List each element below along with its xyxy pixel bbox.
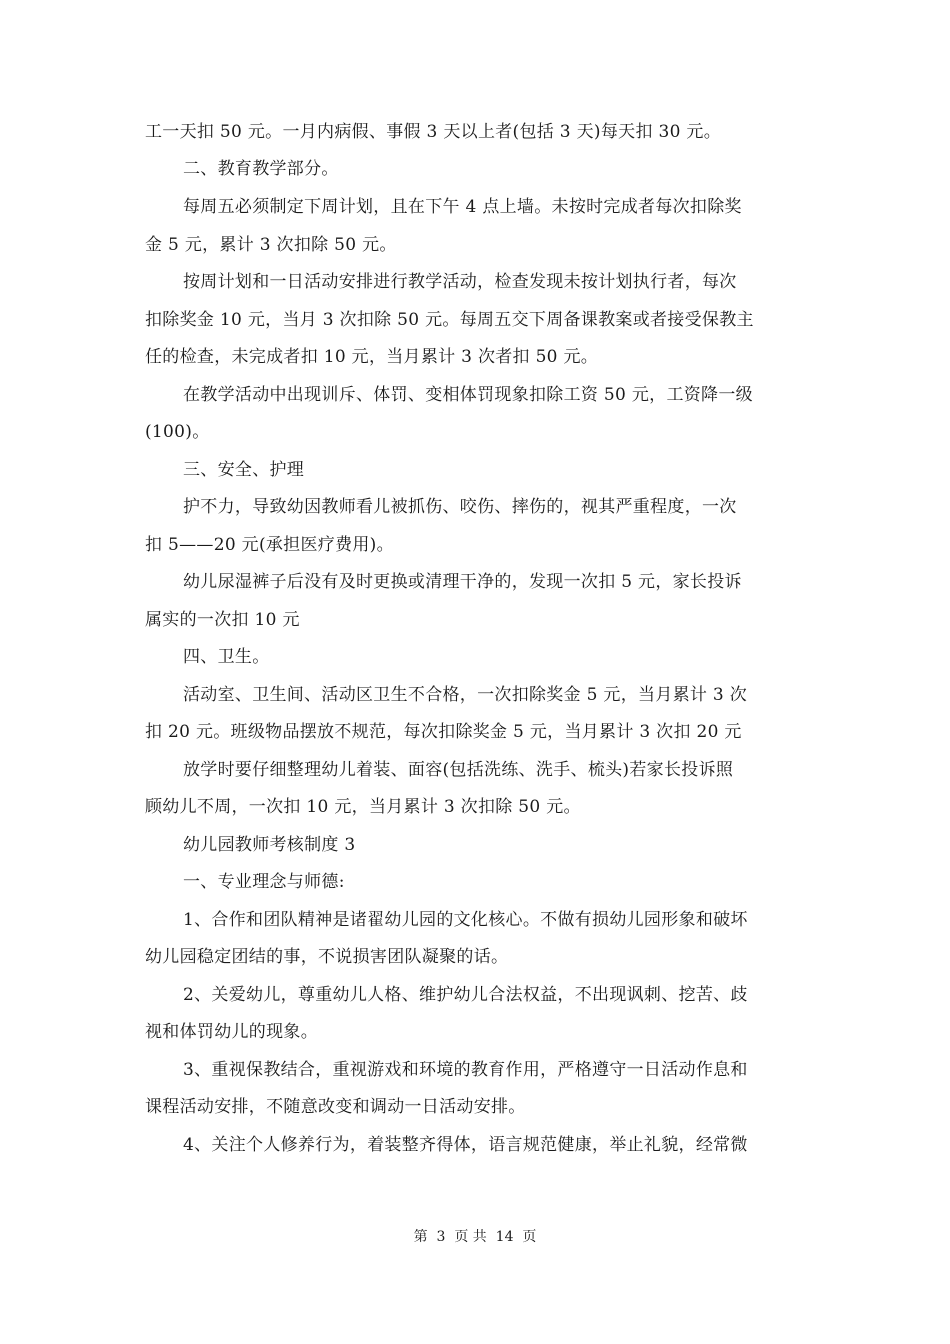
paragraph-line: 3、重视保教结合，重视游戏和环境的教育作用，严格遵守一日活动作息和 xyxy=(183,1060,748,1080)
paragraph-line: 属实的一次扣 10 元 xyxy=(145,610,300,630)
document-subtitle: 幼儿园教师考核制度 3 xyxy=(183,835,356,855)
paragraph-line: 在教学活动中出现训斥、体罚、变相体罚现象扣除工资 50 元，工资降一级 xyxy=(183,385,753,405)
paragraph-line: 幼儿尿湿裤子后没有及时更换或清理干净的，发现一次扣 5 元，家长投诉 xyxy=(183,572,742,592)
paragraph-line: 视和体罚幼儿的现象。 xyxy=(145,1022,318,1042)
paragraph-line: 2、关爱幼儿，尊重幼儿人格、维护幼儿合法权益，不出现讽刺、挖苦、歧 xyxy=(183,985,748,1005)
paragraph-line: 扣 5——20 元(承担医疗费用)。 xyxy=(145,535,394,555)
paragraph-line: 课程活动安排，不随意改变和调动一日活动安排。 xyxy=(145,1097,526,1117)
paragraph-line: 任的检查，未完成者扣 10 元，当月累计 3 次者扣 50 元。 xyxy=(145,347,599,367)
section-heading: 一、专业理念与师德: xyxy=(183,872,345,892)
paragraph-line: 放学时要仔细整理幼儿着装、面容(包括洗练、洗手、梳头)若家长投诉照 xyxy=(183,760,734,780)
page-number-footer: 第 3 页 共 14 页 xyxy=(413,1229,537,1245)
section-heading: 二、教育教学部分。 xyxy=(183,159,339,179)
paragraph-line: 活动室、卫生间、活动区卫生不合格，一次扣除奖金 5 元，当月累计 3 次 xyxy=(183,685,748,705)
paragraph-line: 工一天扣 50 元。一月内病假、事假 3 天以上者(包括 3 天)每天扣 30 元。 xyxy=(145,122,721,142)
paragraph-line: 顾幼儿不周，一次扣 10 元，当月累计 3 次扣除 50 元。 xyxy=(145,797,581,817)
paragraph-line: 1、合作和团队精神是诸翟幼儿园的文化核心。不做有损幼儿园形象和破坏 xyxy=(183,910,748,930)
paragraph-line: 按周计划和一日活动安排进行教学活动，检查发现未按计划执行者，每次 xyxy=(183,272,737,292)
paragraph-line: 扣除奖金 10 元，当月 3 次扣除 50 元。每周五交下周备课教案或者接受保教主 xyxy=(145,310,754,330)
section-heading: 四、卫生。 xyxy=(183,647,270,667)
paragraph-line: 幼儿园稳定团结的事，不说损害团队凝聚的话。 xyxy=(145,947,509,967)
paragraph-line: 护不力，导致幼因教师看儿被抓伤、咬伤、摔伤的，视其严重程度，一次 xyxy=(183,497,737,517)
paragraph-line: 扣 20 元。班级物品摆放不规范，每次扣除奖金 5 元，当月累计 3 次扣 20 元 xyxy=(145,722,742,742)
section-heading: 三、安全、护理 xyxy=(183,460,305,480)
paragraph-line: 4、关注个人修养行为，着装整齐得体，语言规范健康，举止礼貌，经常微 xyxy=(183,1135,748,1155)
paragraph-line: 金 5 元，累计 3 次扣除 50 元。 xyxy=(145,235,397,255)
paragraph-line: 每周五必须制定下周计划，且在下午 4 点上墙。未按时完成者每次扣除奖 xyxy=(183,197,742,217)
paragraph-line: (100)。 xyxy=(145,422,210,442)
